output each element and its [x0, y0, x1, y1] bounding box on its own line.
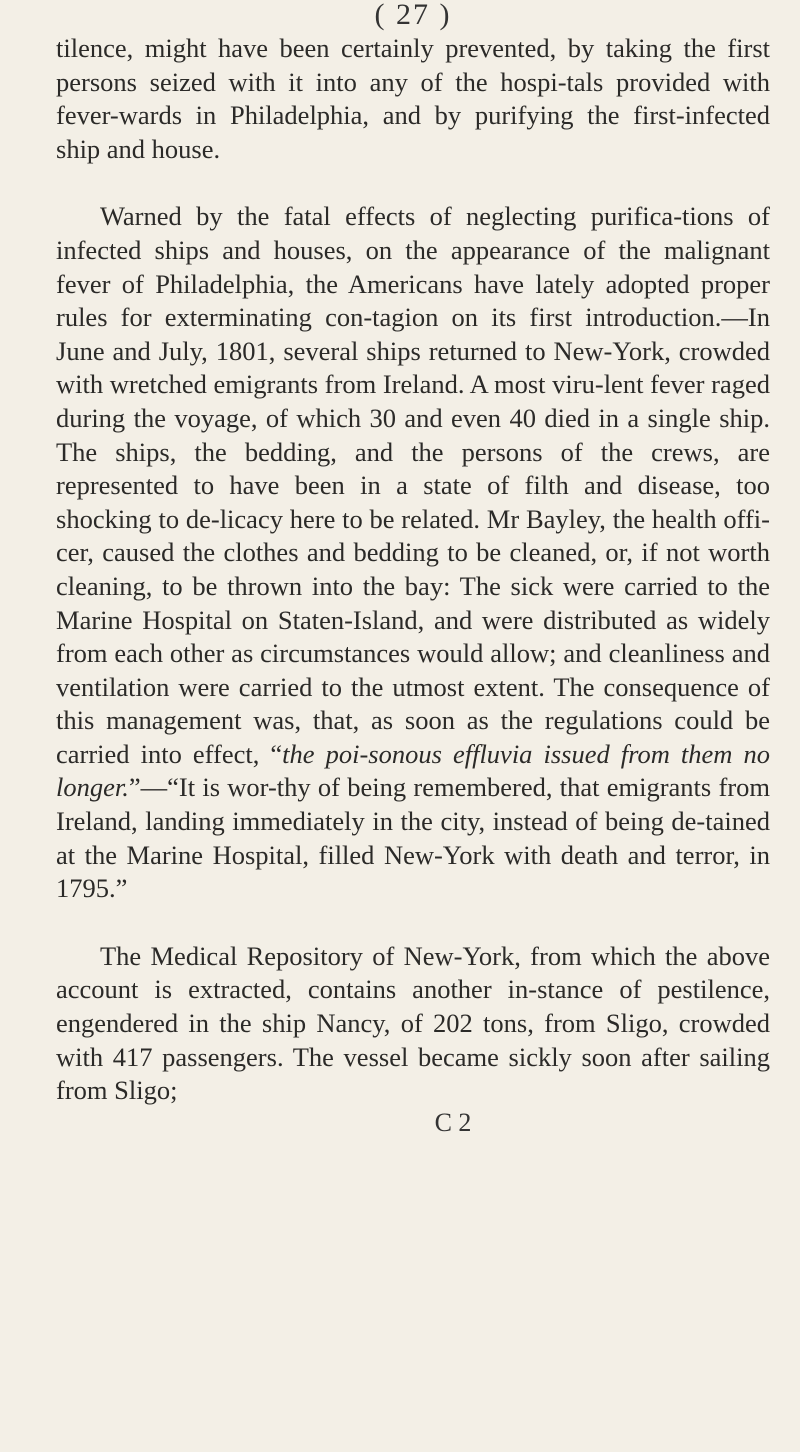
signature-mark: C 2 — [434, 1107, 472, 1137]
paragraph-medical-repository: The Medical Repository of New-York, from which the above account is extracted, contains another in-stance of pestilence, engendered in the ship Nancy, of 202 tons, from Sligo, crowded with 417 passengers. The vessel became sickly soon after sailing from Sligo; — [56, 940, 770, 1106]
paragraph-warned-text: Warned by the fatal effects of neglecting purifica-tions of infected ships and houses, on the appearance of the malignant fever of Philadelphia, the Americans have lately adopted proper rules for exterminating con-tagion on its first introduction.—In June and July, 1801, several ships returned to New-York, crowded with wretched emigrants from Ireland. A most viru-lent fever raged during the voyage, of which 30 and even 40 died in a single ship. The ships, the bedding, and the persons of the crews, are represented to have been in a state of filth and disease, too shocking to de-licacy here to be related. Mr Bayley, the health offi-cer, caused the clothes and bedding to be cleaned, or, if not worth cleaning, to be thrown into the bay: The sick were carried to the Marine Hospital on Staten-Island, and were distributed as widely from each other as circumstances would allow; and cleanliness and ventilation were carried to the utmost extent. The consequence of this management was, that, as soon as the regulations could be carried into effect, “ — [56, 201, 770, 769]
page-number: ( 27 ) — [374, 0, 452, 31]
paragraph-warned-tail: ”—“It is wor-thy of being remembered, that emigrants from Ireland, landing immediately in the city, instead of being de-tained at the Marine Hospital, filled New-York with death and terror, in 1795.” — [56, 772, 770, 904]
quoted-effluvia: the poi-sonous effluvia issued from them no longer. — [56, 738, 770, 803]
paragraph-continuation: tilence, might have been certainly prevented, by taking the first persons seized with it into any of the hospi-tals provided with fever-wards in Philadelphia, and by purifying the first-infected ship and house. — [56, 33, 770, 164]
paragraph-warned — [56, 200, 770, 905]
